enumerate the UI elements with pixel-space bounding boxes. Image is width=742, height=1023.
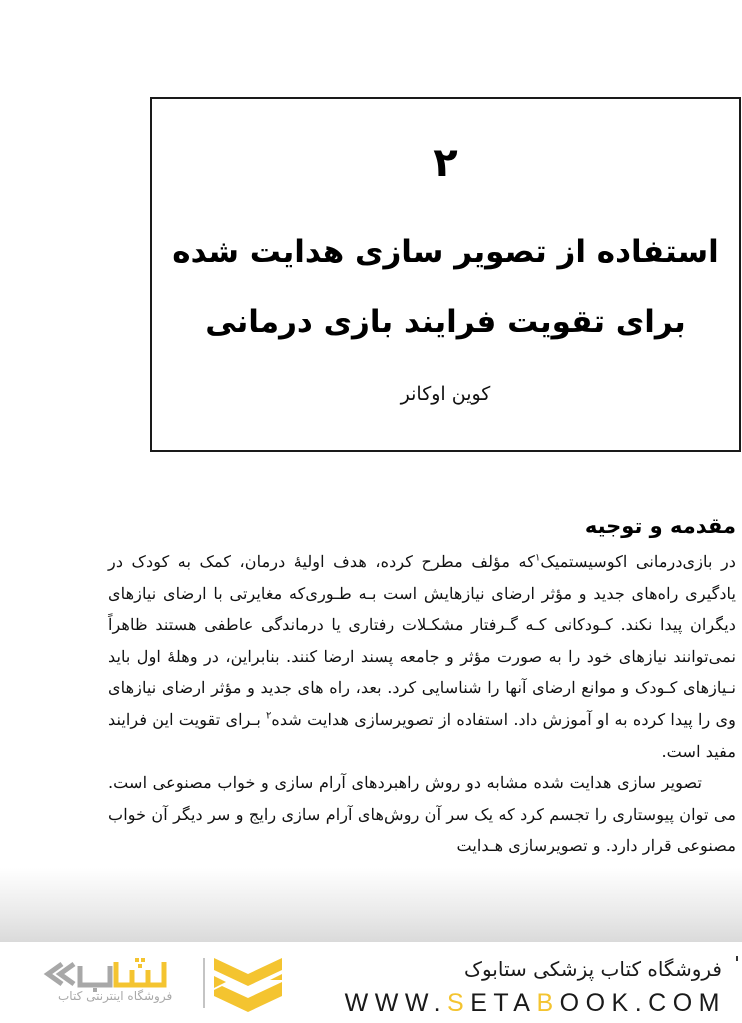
footnote-ref-2[interactable]: ۲ (266, 710, 272, 722)
url-part-2: S (447, 989, 471, 1017)
chapter-title-line-1: استفاده از تصویر سازی هدایت شده (172, 234, 719, 270)
chapter-title-line-2: برای تقویت فرایند بازی درمانی (205, 304, 686, 340)
section-heading: مقدمه و توجیه (584, 514, 736, 538)
paragraph-2: تصویر سازی هدایت شده مشابه دو روش راهبردهای آرام سازی و خواب مصنوعی است. می توان پیوستاری را تجسم کرد که یک سر آن روش‌های آرام سازی رایج و سر دیگر آن خواب مصنوعی قرار دارد. و تصویرسازی هـدایت (108, 773, 736, 856)
url-part-5: OOK.COM (559, 989, 726, 1017)
watermark-footer (0, 942, 742, 1023)
footer-url[interactable] (345, 988, 726, 1018)
footnote-ref-1[interactable]: ۱ (534, 552, 541, 564)
logo-divider (203, 958, 205, 1008)
chapter-title-box (150, 97, 741, 452)
paragraph-1-start: در بازی‌درمانی اکوسیستمیک (540, 552, 736, 571)
footer-tick-mark (736, 956, 738, 961)
body-text (108, 546, 736, 862)
chapter-title (152, 217, 739, 357)
url-part-4: B (536, 989, 560, 1017)
chapter-number: ۲ (433, 140, 458, 186)
page-fade-overlay (0, 868, 742, 942)
url-part-3: ETA (470, 989, 537, 1017)
paragraph-1-end: بـرای تقویت این فرایند مفید است. (108, 709, 736, 761)
paragraph-1 (108, 546, 736, 767)
logo-tagline: فروشگاه اینترنتی کتاب (58, 989, 173, 1003)
chapter-author: کوین اوکانر (400, 383, 491, 405)
url-part-1: WWW. (344, 989, 448, 1017)
seta-wordmark-logo-icon (40, 958, 190, 1014)
seta-chevron-logo-icon (212, 956, 284, 1014)
footer-store-name: فروشگاه کتاب پزشکی ستابوک (464, 957, 722, 981)
paragraph-1-middle: که مؤلف مطرح کرده، هدف اولیهٔ درمان، کمک به کودک در یادگیری راه‌های جدید و مؤثر ارضای نیازهایش است بـه طـوری‌که مغایرتی با ارضای نیازهای دیگران پیدا نکند. کـودکانی کـه گـرفتار مشکـلات رفتاری یا درماندگی عاطفی هستند ظاهراً نمی‌توانند نیازهای خود را به صورت مؤثر و جامعه پسند ارضا کنند. بنابراین، در وهلهٔ اول باید نـیازهای کـودک و موانع ارضای آنها را شناسایی کرد. بعد، راه های جدید و مؤثر ارضای نیازهای وی را پیدا کرده به او آموزش داد. استفاده از تصویرسازی هدایت شده (108, 552, 736, 729)
